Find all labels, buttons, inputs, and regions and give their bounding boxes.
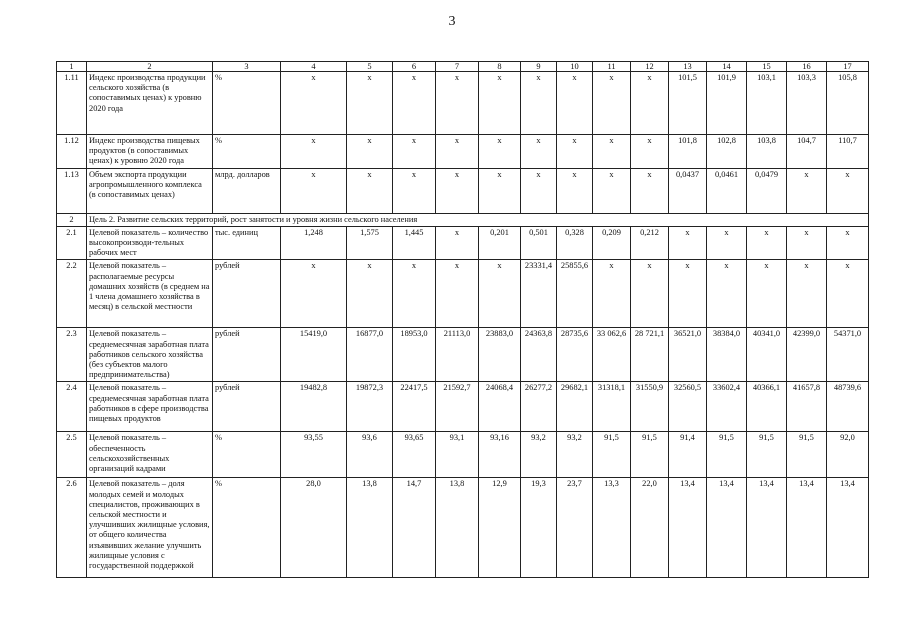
table-row [57,72,869,135]
value-cell: х [521,168,557,213]
value-cell: х [479,135,521,169]
unit-of-measure: рублей [213,328,281,382]
unit-of-measure: рублей [213,382,281,432]
value-cell: х [631,135,669,169]
value-cell: 23331,4 [521,260,557,328]
value-cell: 91,5 [747,432,787,478]
value-cell: х [747,260,787,328]
value-cell: х [593,168,631,213]
value-cell: 101,9 [707,72,747,135]
table-row [57,168,869,213]
value-cell: х [593,72,631,135]
value-cell: 31550,9 [631,382,669,432]
column-number: 14 [707,62,747,72]
value-cell: 15419,0 [281,328,347,382]
value-cell: х [281,260,347,328]
value-cell: х [479,260,521,328]
value-cell: х [436,135,479,169]
value-cell: 22417,5 [393,382,436,432]
column-number: 5 [347,62,393,72]
value-cell: х [479,72,521,135]
value-cell: х [787,226,827,260]
value-cell: х [827,226,869,260]
value-cell: 31318,1 [593,382,631,432]
indicators-table [56,61,869,578]
value-cell: 19482,8 [281,382,347,432]
value-cell: 91,5 [787,432,827,478]
value-cell: х [393,168,436,213]
value-cell: 29682,1 [557,382,593,432]
column-number: 6 [393,62,436,72]
indicator-name: Индекс производства продукции сельского хозяйства (в сопоставимых ценах) к уровню 2020 года [87,72,213,135]
column-number: 11 [593,62,631,72]
column-number: 12 [631,62,669,72]
value-cell: 19872,3 [347,382,393,432]
value-cell: 54371,0 [827,328,869,382]
value-cell: 0,212 [631,226,669,260]
value-cell: 13,4 [787,478,827,578]
value-cell: 91,5 [593,432,631,478]
value-cell: х [436,226,479,260]
value-cell: 16877,0 [347,328,393,382]
value-cell: 13,4 [827,478,869,578]
value-cell: х [281,135,347,169]
value-cell: 33602,4 [707,382,747,432]
value-cell: х [747,226,787,260]
value-cell: 91,5 [631,432,669,478]
unit-of-measure: % [213,432,281,478]
value-cell: 0,501 [521,226,557,260]
value-cell: х [827,260,869,328]
value-cell: х [669,226,707,260]
value-cell: х [707,226,747,260]
value-cell: 28 721,1 [631,328,669,382]
row-number: 2.3 [57,328,87,382]
value-cell: х [557,135,593,169]
value-cell: 0,328 [557,226,593,260]
value-cell: х [521,72,557,135]
table-row [57,432,869,478]
value-cell: 24068,4 [479,382,521,432]
value-cell: х [281,168,347,213]
goal-number: 2 [57,213,87,226]
goal-title: Цель 2. Развитие сельских территорий, рост занятости и уровня жизни сельского населения [87,213,869,226]
value-cell: 13,4 [669,478,707,578]
value-cell: 103,8 [747,135,787,169]
column-number: 1 [57,62,87,72]
value-cell: 40341,0 [747,328,787,382]
value-cell: х [669,260,707,328]
table-row [57,260,869,328]
value-cell: 13,8 [347,478,393,578]
value-cell: 38384,0 [707,328,747,382]
indicator-name: Целевой показатель – обеспеченность сельскохозяйственных организаций кадрами [87,432,213,478]
row-number: 1.12 [57,135,87,169]
value-cell: 101,8 [669,135,707,169]
column-number: 16 [787,62,827,72]
value-cell: 1,248 [281,226,347,260]
value-cell: 26277,2 [521,382,557,432]
value-cell: 0,0479 [747,168,787,213]
value-cell: 22,0 [631,478,669,578]
page-number: 3 [448,14,456,29]
value-cell: х [347,72,393,135]
unit-of-measure: млрд. долларов [213,168,281,213]
value-cell: 41657,8 [787,382,827,432]
column-number-row [57,62,869,72]
value-cell: 14,7 [393,478,436,578]
value-cell: 93,16 [479,432,521,478]
value-cell: 13,8 [436,478,479,578]
value-cell: 103,1 [747,72,787,135]
value-cell: х [827,168,869,213]
value-cell: х [281,72,347,135]
column-number: 15 [747,62,787,72]
value-cell: 28735,6 [557,328,593,382]
value-cell: х [393,260,436,328]
value-cell: х [787,260,827,328]
value-cell: 28,0 [281,478,347,578]
column-number: 8 [479,62,521,72]
unit-of-measure: % [213,72,281,135]
value-cell: х [393,135,436,169]
indicator-name: Индекс производства пищевых продуктов (в сопоставимых ценах) к уровню 2020 года [87,135,213,169]
value-cell: х [436,260,479,328]
value-cell: 103,3 [787,72,827,135]
value-cell: 93,6 [347,432,393,478]
value-cell: 24363,8 [521,328,557,382]
indicator-name: Целевой показатель – среднемесячная заработная плата работников в сфере производства пищевых продуктов [87,382,213,432]
value-cell: х [557,168,593,213]
value-cell: 21113,0 [436,328,479,382]
value-cell: 92,0 [827,432,869,478]
row-number: 2.1 [57,226,87,260]
value-cell: 93,2 [521,432,557,478]
unit-of-measure: рублей [213,260,281,328]
value-cell: х [593,135,631,169]
value-cell: 93,55 [281,432,347,478]
value-cell: 1,575 [347,226,393,260]
value-cell: 25855,6 [557,260,593,328]
indicator-name: Объем экспорта продукции агропромышленного комплекса (в сопоставимых ценах) [87,168,213,213]
value-cell: х [479,168,521,213]
table-row [57,382,869,432]
table-row [57,478,869,578]
value-cell: 23883,0 [479,328,521,382]
value-cell: 36521,0 [669,328,707,382]
row-number: 2.4 [57,382,87,432]
value-cell: 0,209 [593,226,631,260]
value-cell: х [593,260,631,328]
table-row [57,135,869,169]
value-cell: 19,3 [521,478,557,578]
row-number: 2.6 [57,478,87,578]
goal-row [57,213,869,226]
value-cell: 0,0461 [707,168,747,213]
value-cell: 93,1 [436,432,479,478]
value-cell: х [707,260,747,328]
unit-of-measure: % [213,478,281,578]
value-cell: х [631,168,669,213]
value-cell: х [347,168,393,213]
table-row [57,328,869,382]
value-cell: 93,2 [557,432,593,478]
value-cell: х [347,135,393,169]
value-cell: 23,7 [557,478,593,578]
value-cell: 91,5 [707,432,747,478]
value-cell: х [631,72,669,135]
row-number: 1.13 [57,168,87,213]
value-cell: х [393,72,436,135]
value-cell: х [557,72,593,135]
value-cell: 102,8 [707,135,747,169]
value-cell: 13,4 [747,478,787,578]
indicator-name: Целевой показатель – располагаемые ресурсы домашних хозяйств (в среднем на 1 члена домашнего хозяйства в месяц) в сельской местности [87,260,213,328]
value-cell: 93,65 [393,432,436,478]
table-row [57,226,869,260]
column-number: 7 [436,62,479,72]
value-cell: 18953,0 [393,328,436,382]
row-number: 1.11 [57,72,87,135]
column-number: 17 [827,62,869,72]
value-cell: 0,0437 [669,168,707,213]
value-cell: 13,3 [593,478,631,578]
value-cell: 105,8 [827,72,869,135]
value-cell: 33 062,6 [593,328,631,382]
value-cell: 21592,7 [436,382,479,432]
unit-of-measure: тыс. единиц [213,226,281,260]
value-cell: х [347,260,393,328]
column-number: 13 [669,62,707,72]
unit-of-measure: % [213,135,281,169]
value-cell: 12,9 [479,478,521,578]
value-cell: 101,5 [669,72,707,135]
indicator-name: Целевой показатель – количество высокопроизводи-тельных рабочих мест [87,226,213,260]
value-cell: х [436,72,479,135]
column-number: 9 [521,62,557,72]
value-cell: 0,201 [479,226,521,260]
value-cell: х [521,135,557,169]
value-cell: 40366,1 [747,382,787,432]
column-number: 3 [213,62,281,72]
value-cell: х [436,168,479,213]
value-cell: 13,4 [707,478,747,578]
value-cell: х [787,168,827,213]
indicator-name: Целевой показатель – среднемесячная заработная плата работников сельского хозяйства (без субъектов малого предпринимательства) [87,328,213,382]
value-cell: х [631,260,669,328]
value-cell: 48739,6 [827,382,869,432]
row-number: 2.5 [57,432,87,478]
value-cell: 104,7 [787,135,827,169]
indicator-name: Целевой показатель – доля молодых семей и молодых специалистов, проживающих в сельской местности и улучшивших жилищные условия, от общего количества изъявивших желание улучшить жилищные условия с государственной поддержкой [87,478,213,578]
value-cell: 91,4 [669,432,707,478]
column-number: 2 [87,62,213,72]
column-number: 10 [557,62,593,72]
value-cell: 110,7 [827,135,869,169]
value-cell: 42399,0 [787,328,827,382]
value-cell: 32560,5 [669,382,707,432]
row-number: 2.2 [57,260,87,328]
value-cell: 1,445 [393,226,436,260]
column-number: 4 [281,62,347,72]
